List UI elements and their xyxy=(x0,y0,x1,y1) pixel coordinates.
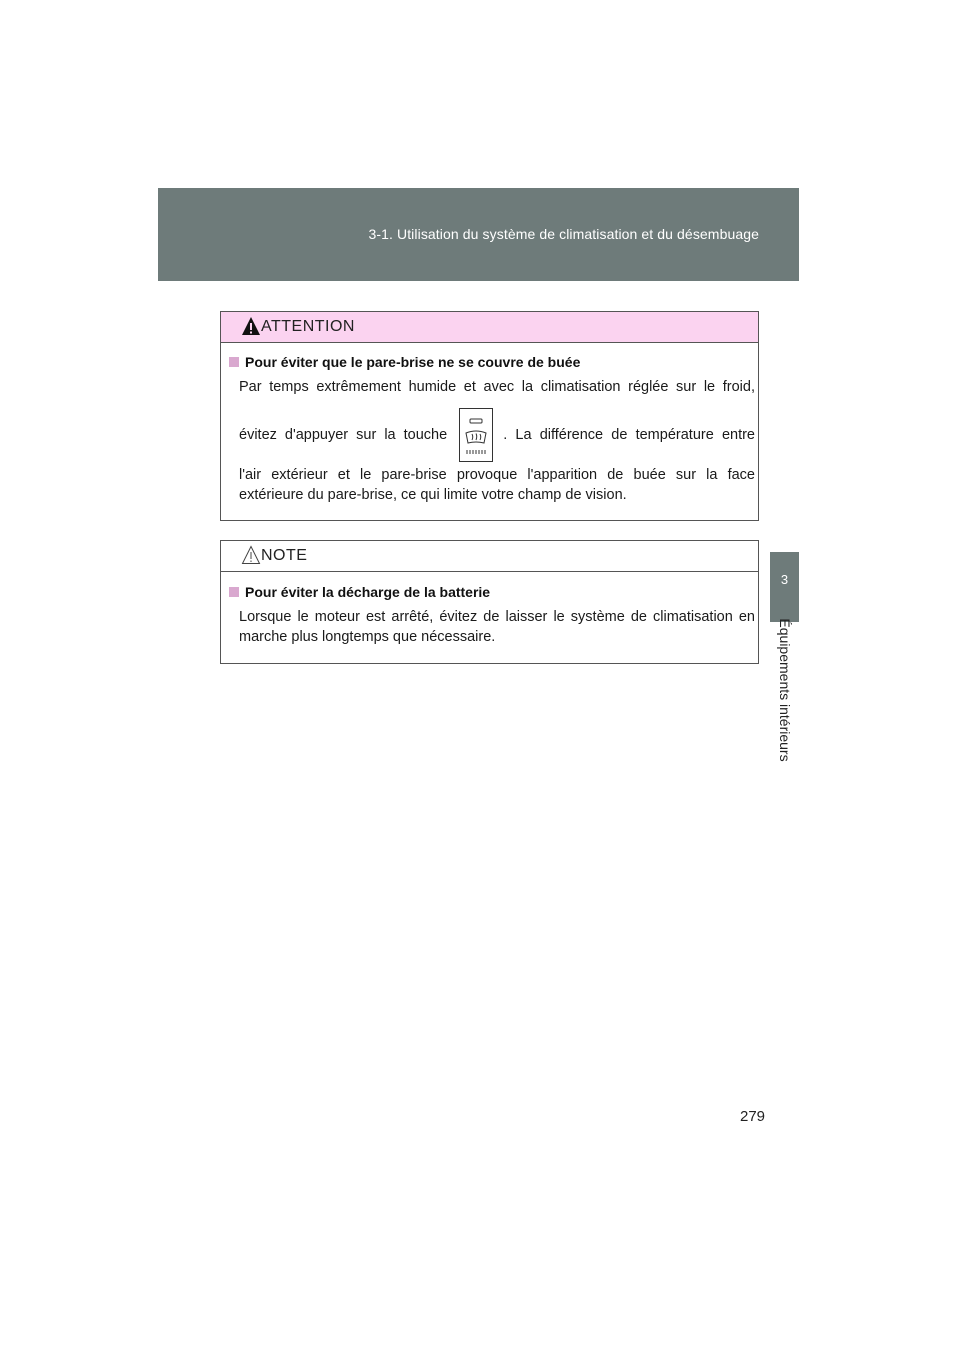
defroster-button xyxy=(459,408,493,462)
chapter-label: Équipements intérieurs xyxy=(777,618,793,762)
warning-line-3: l'air extérieur et le pare-brise provoque l'apparition de buée sur la face xyxy=(239,467,755,483)
note-line-2: marche plus longtemps que nécessaire. xyxy=(239,629,496,645)
windshield-defroster-icon xyxy=(460,409,492,461)
bullet-square-icon xyxy=(229,357,239,367)
warning-body xyxy=(239,377,755,397)
chapter-tab xyxy=(770,552,799,622)
warning-header xyxy=(221,312,758,343)
chapter-header-band xyxy=(158,188,799,281)
caution-triangle-icon xyxy=(241,545,261,565)
note-header xyxy=(221,541,758,572)
warning-triangle-icon xyxy=(241,316,261,336)
warning-line-1: Par temps extrêmement humide et avec la climatisation réglée sur le froid, xyxy=(239,379,755,395)
note-line-1: Lorsque le moteur est arrêté, évitez de laisser le système de climatisation en xyxy=(239,609,755,625)
note-box xyxy=(220,540,759,664)
warning-body-rest xyxy=(239,465,755,505)
warning-heading: ATTENTION xyxy=(261,318,355,335)
warning-line-2a: évitez d'appuyer sur la touche xyxy=(239,427,448,443)
note-subheading: Pour éviter la décharge de la batterie xyxy=(245,584,491,600)
note-body xyxy=(239,607,755,647)
warning-line-4: extérieure du pare-brise, ce qui limite votre champ de vision. xyxy=(239,487,627,503)
section-title: 3-1. Utilisation du système de climatisation et du désembuage xyxy=(368,226,759,242)
warning-subheading: Pour éviter que le pare-brise ne se couvre de buée xyxy=(245,354,581,370)
note-subheading-row xyxy=(229,584,490,600)
chapter-number: 3 xyxy=(780,572,789,587)
note-heading: NOTE xyxy=(261,547,308,564)
warning-line-2b: . La différence de température entre xyxy=(503,427,755,443)
warning-body-button-line xyxy=(239,407,755,463)
warning-subheading-row xyxy=(229,354,580,370)
warning-box xyxy=(220,311,759,521)
page-number: 279 xyxy=(740,1108,766,1125)
bullet-square-icon xyxy=(229,587,239,597)
